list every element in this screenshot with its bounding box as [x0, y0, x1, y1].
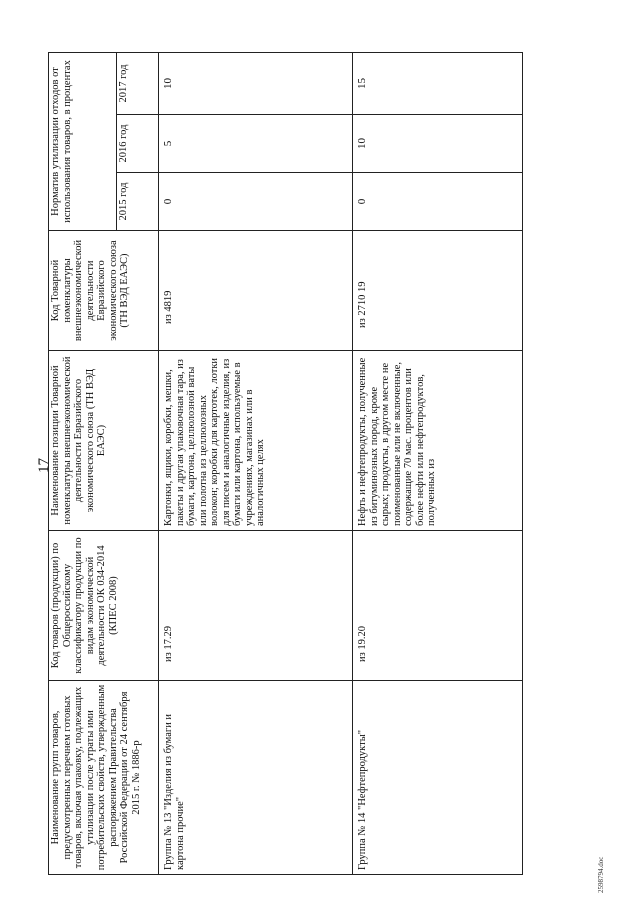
header-okpd-code: Код товаров (продукции) по Общероссийскому классификатору продукции по видам экономической деятельности ОК 034-2014 (КПЕС 2008): [49, 531, 159, 681]
page-number: 17: [36, 458, 52, 473]
header-row-1: [49, 53, 117, 875]
header-group-name: Наименование групп товаров, предусмотренных перечнем готовых товаров, включая упаковку, подлежащих утилизации после утраты ими потребительских свойств, утвержденным распоряжением Правительства Российской Федерации от 24 сентября 2015 г. № 1886-р: [49, 681, 159, 875]
table-row: [159, 53, 353, 875]
row-tnved-name: Нефть и нефтепродукты, полученные из битуминозных пород, кроме сырых; продукты, в другом месте не поименованные или не включенные, содержащие 70 мас. процентов или более нефти или нефтепродуктов, полученных из: [353, 351, 523, 531]
header-year-2015: 2015 год: [117, 173, 159, 231]
header-year-2016: 2016 год: [117, 115, 159, 173]
row-value-2016: 5: [159, 115, 353, 173]
row-group-name: Группа № 13 "Изделия из бумаги и картона прочие": [159, 681, 353, 875]
row-value-2015: 0: [353, 173, 523, 231]
row-okpd-code: из 17.29: [159, 531, 353, 681]
row-value-2017: 15: [353, 53, 523, 115]
header-tnved-name: Наименование позиции Товарной номенклатуры внешнеэкономической деятельности Евразийского экономического союза (ТН ВЭД ЕАЭС): [49, 351, 159, 531]
row-tnved-code: из 2710 19: [353, 231, 523, 351]
row-group-name: Группа № 14 "Нефтепродукты": [353, 681, 523, 875]
document-id: 2598794.doc: [597, 856, 605, 893]
header-year-2017: 2017 год: [117, 53, 159, 115]
row-tnved-name: Картонки, ящики, коробки, мешки, пакеты и другая упаковочная тара, из бумаги, картона, целлюлозной ваты или полотна из целлюлозных волокон; коробки для картотек, лотки для писем и аналогичные изделия, из бумаги или картона, используемые в учреждениях, магазинах или в аналогичных целях: [159, 351, 353, 531]
header-norm: Норматив утилизации отходов от использования товаров, в процентах: [49, 53, 117, 231]
header-tnved-code: Код Товарной номенклатуры внешнеэкономической деятельности Евразийского экономического союза (ТН ВЭД ЕАЭС): [49, 231, 159, 351]
row-value-2015: 0: [159, 173, 353, 231]
row-tnved-code: из 4819: [159, 231, 353, 351]
norms-table: [48, 52, 523, 875]
row-value-2017: 10: [159, 53, 353, 115]
row-value-2016: 10: [353, 115, 523, 173]
table-row: [353, 53, 523, 875]
row-okpd-code: из 19.20: [353, 531, 523, 681]
